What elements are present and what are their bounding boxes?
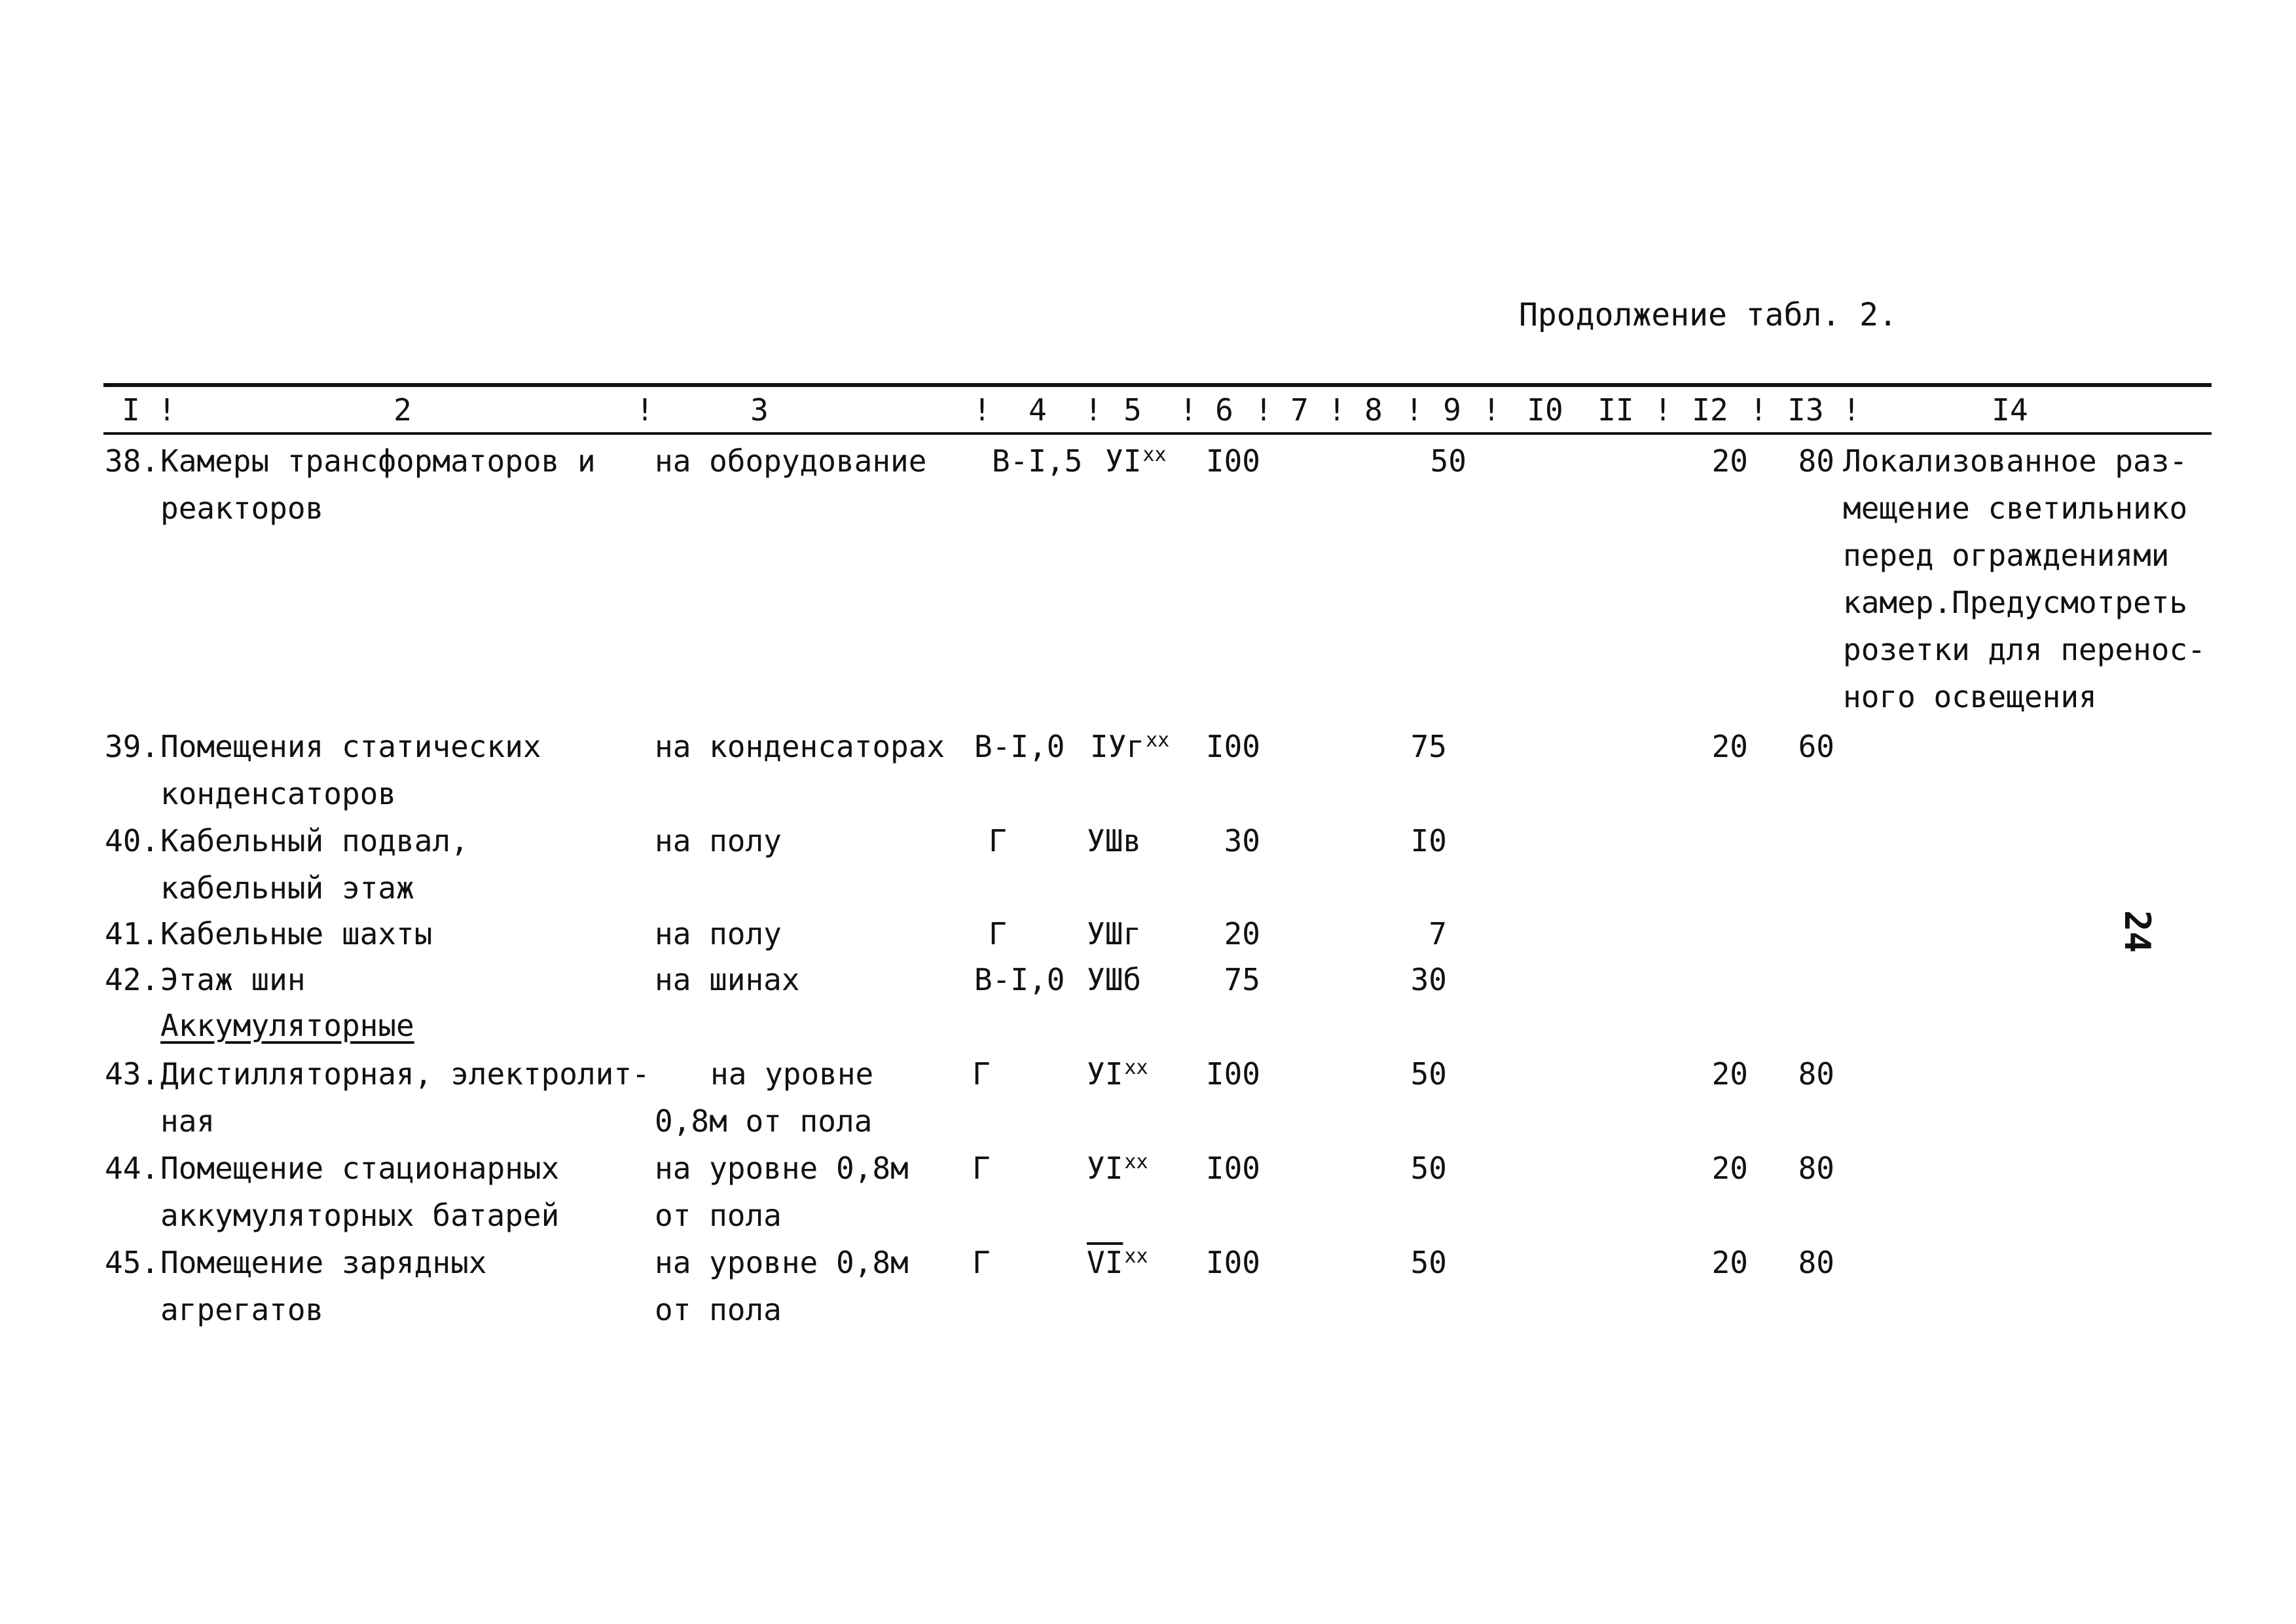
row-surface-line: на полу	[655, 916, 782, 951]
row-col-13: 80	[1798, 1151, 1834, 1186]
row-col-9: 7	[1429, 916, 1447, 951]
header-col-5: 5	[1123, 392, 1142, 428]
row-col-5: $\overline{VI}^{xx}$	[1087, 1244, 1148, 1280]
row-col-4: В-I,0	[974, 962, 1065, 997]
header-col-11: II	[1597, 392, 1634, 428]
row-surface-line: от пола	[655, 1292, 782, 1327]
row-col-12: 20	[1711, 729, 1748, 764]
row-col-4: Г	[972, 1245, 991, 1280]
row-note: Локализованное раз- мещение светильнико перед ограждениями камер.Предусмотреть розетки для перенос- ного освещения	[1843, 443, 2206, 714]
row-number: 39.	[105, 729, 160, 764]
header-col-10: I0	[1527, 392, 1563, 428]
row-col-13: 80	[1798, 1056, 1834, 1092]
row-col-9: 50	[1430, 443, 1467, 479]
row-col-12: 20	[1711, 1245, 1748, 1280]
row-surface-line: на уровне 0,8м	[655, 1245, 909, 1280]
row-col-4: Г	[972, 1151, 991, 1186]
group-heading: Аккумуляторные	[160, 1008, 414, 1043]
row-col-12: 20	[1711, 1151, 1748, 1186]
row-name-line: Помещение зарядных	[160, 1245, 487, 1280]
row-col-5: УI$^{xx}$	[1087, 1150, 1148, 1186]
header-col-9: 9	[1443, 392, 1461, 428]
row-col-9: 50	[1410, 1245, 1447, 1280]
header-col-6: 6	[1215, 392, 1233, 428]
row-name-line: Помещение стационарных	[160, 1151, 560, 1186]
row-name-line: Этаж шин	[160, 962, 306, 997]
row-col-9: 50	[1410, 1151, 1447, 1186]
row-col-5: УШг	[1087, 916, 1142, 951]
row-name-line: Кабельные шахты	[160, 916, 433, 951]
row-col-4: В-I,5	[992, 443, 1083, 479]
row-surface-line: на конденсаторах	[655, 729, 945, 764]
row-name-line: Камеры трансформаторов и	[160, 443, 596, 479]
row-col-6: 20	[1224, 916, 1260, 951]
header-sep-6: !	[1254, 392, 1273, 428]
row-number: 41.	[105, 916, 160, 951]
row-number: 43.	[105, 1056, 160, 1092]
row-col-9: 50	[1410, 1056, 1447, 1092]
header-col-1: I	[122, 392, 140, 428]
row-col-9: 30	[1410, 962, 1447, 997]
row-col-6: 30	[1224, 823, 1260, 858]
row-col-4: Г	[989, 823, 1007, 858]
header-col-3: 3	[750, 392, 769, 428]
header-col-14: I4	[1992, 392, 2028, 428]
row-number: 38.	[105, 443, 160, 479]
row-col-5: УI$^{xx}$	[1087, 1056, 1148, 1092]
row-number: 42.	[105, 962, 160, 997]
row-surface-line: 0,8м от пола	[655, 1103, 873, 1139]
row-name-line: агрегатов	[160, 1292, 324, 1327]
row-name-line: Кабельный подвал,	[160, 823, 469, 858]
header-sep-4: !	[1084, 392, 1102, 428]
row-col-5: УШб	[1087, 962, 1142, 997]
row-col-6: 75	[1224, 962, 1260, 997]
row-surface-line: от пола	[655, 1198, 782, 1233]
row-col-6: I00	[1205, 1151, 1260, 1186]
header-col-4: 4	[1029, 392, 1047, 428]
row-name-line: кабельный этаж	[160, 870, 414, 906]
row-col-4: Г	[972, 1056, 991, 1092]
row-col-6: I00	[1205, 1056, 1260, 1092]
header-sep-3: !	[973, 392, 991, 428]
row-col-6: I00	[1205, 443, 1260, 479]
header-sep-13: !	[1842, 392, 1861, 428]
row-col-9: I0	[1410, 823, 1447, 858]
header-sep-7: !	[1328, 392, 1346, 428]
page-number: 24	[2117, 910, 2158, 953]
row-name-line: Дистилляторная, электролит-	[160, 1056, 650, 1092]
header-sep-2: !	[636, 392, 654, 428]
row-col-12: 20	[1711, 443, 1748, 479]
header-sep-5: !	[1179, 392, 1197, 428]
header-col-2: 2	[393, 392, 412, 428]
row-col-12: 20	[1711, 1056, 1748, 1092]
row-surface-line: на уровне 0,8м	[655, 1151, 909, 1186]
row-surface-line: на шинах	[655, 962, 800, 997]
row-col-6: I00	[1205, 729, 1260, 764]
row-name-line: аккумуляторных батарей	[160, 1198, 560, 1233]
header-sep-8: !	[1405, 392, 1423, 428]
row-name-line: ная	[160, 1103, 215, 1139]
row-col-6: I00	[1205, 1245, 1260, 1280]
row-col-13: 60	[1798, 729, 1834, 764]
row-col-4: Г	[989, 916, 1007, 951]
table-top-rule	[103, 383, 2212, 387]
header-col-8: 8	[1364, 392, 1383, 428]
header-sep-9: !	[1482, 392, 1501, 428]
header-sep-12: !	[1749, 392, 1768, 428]
row-col-9: 75	[1410, 729, 1447, 764]
row-name-line: конденсаторов	[160, 776, 397, 811]
header-col-12: I2	[1692, 392, 1728, 428]
row-surface-line: на полу	[655, 823, 782, 858]
row-col-5: УШв	[1087, 823, 1142, 858]
row-col-13: 80	[1798, 443, 1834, 479]
row-col-5: УI$^{xx}$	[1105, 443, 1167, 479]
row-surface-line: на оборудование	[655, 443, 927, 479]
row-col-13: 80	[1798, 1245, 1834, 1280]
row-surface-line: на уровне	[710, 1056, 874, 1092]
row-name-line: Помещения статических	[160, 729, 541, 764]
header-sep-1: !	[158, 392, 176, 428]
row-number: 45.	[105, 1245, 160, 1280]
row-number: 44.	[105, 1151, 160, 1186]
table-header-rule	[103, 432, 2212, 435]
table-caption: Продолжение табл. 2.	[1519, 297, 1897, 333]
row-col-4: В-I,0	[974, 729, 1065, 764]
header-col-7: 7	[1290, 392, 1309, 428]
row-number: 40.	[105, 823, 160, 858]
row-name-line: реакторов	[160, 490, 324, 526]
header-sep-11: !	[1654, 392, 1672, 428]
row-col-5: IУг$^{xx}$	[1090, 728, 1170, 764]
header-col-13: I3	[1787, 392, 1824, 428]
